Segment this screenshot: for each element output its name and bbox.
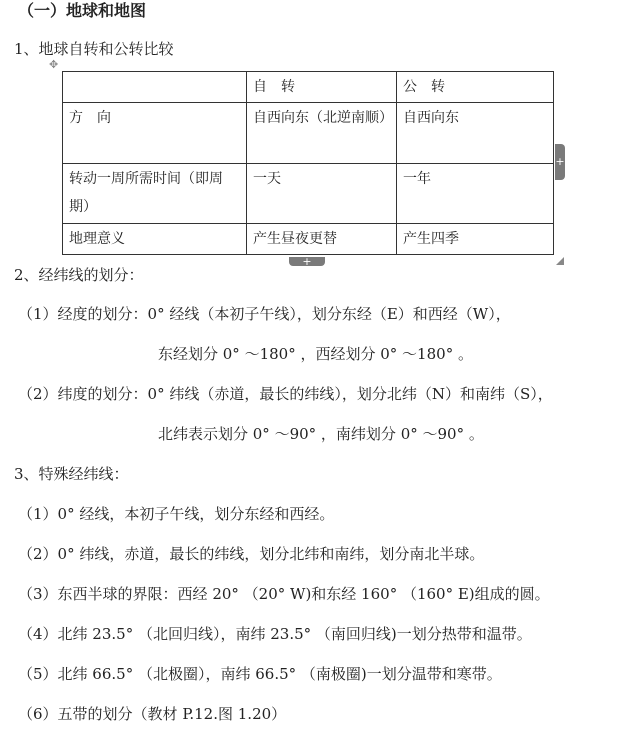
- table-cell[interactable]: 产生昼夜更替: [247, 224, 397, 255]
- rotation-comparison-table[interactable]: [62, 71, 554, 255]
- table-cell[interactable]: 产生四季: [397, 224, 554, 255]
- table-cell[interactable]: 自 转: [247, 72, 397, 103]
- text-line: （1）经度的划分：0° 经线（本初子午线），划分东经（E）和西经（W），: [18, 305, 511, 323]
- table-row: [63, 164, 554, 224]
- table-cell[interactable]: 地理意义: [63, 224, 247, 255]
- add-column-button[interactable]: +: [555, 144, 565, 180]
- subsection-title: 1、地球自转和公转比较: [14, 40, 174, 58]
- add-row-button[interactable]: +: [289, 257, 325, 266]
- section-heading: （一）地球和地图: [18, 1, 147, 20]
- table-row: [63, 224, 554, 255]
- table-cell[interactable]: 转动一周所需时间（即周期）: [63, 164, 247, 224]
- text-line: 北纬表示划分 0° ～90° ，南纬划分 0° ～90° 。: [158, 425, 484, 443]
- text-line: （2）纬度的划分：0° 纬线（赤道，最长的纬线），划分北纬（N）和南纬（S），: [18, 385, 553, 403]
- table-row: [63, 72, 554, 103]
- text-line: （4）北纬 23.5° （北回归线），南纬 23.5° （南回归线)一划分热带和温带。: [18, 625, 532, 643]
- text-line: （2）0° 纬线，赤道，最长的纬线，划分北纬和南纬，划分南北半球。: [18, 545, 485, 563]
- table-cell[interactable]: 公 转: [397, 72, 554, 103]
- text-line: （6）五带的划分（教材 P.12.图 1.20）: [18, 705, 287, 723]
- table-row: [63, 103, 554, 164]
- table-resize-handle[interactable]: [556, 257, 564, 265]
- text-line: 3、特殊经纬线：: [14, 465, 129, 483]
- table-cell[interactable]: 一年: [397, 164, 554, 224]
- table-cell[interactable]: 一天: [247, 164, 397, 224]
- text-line: （1）0° 经线，本初子午线，划分东经和西经。: [18, 505, 335, 523]
- table-cell[interactable]: 自西向东（北逆南顺）: [247, 103, 397, 164]
- table-cell[interactable]: [63, 72, 247, 103]
- text-line: （3）东西半球的界限：西经 20° （20° W)和东经 160° （160° E)组成的圆。: [18, 585, 550, 603]
- text-line: 东经划分 0° ～180° ，西经划分 0° ～180° 。: [158, 345, 473, 363]
- table-cell[interactable]: 方 向: [63, 103, 247, 164]
- table-cell[interactable]: 自西向东: [397, 103, 554, 164]
- text-line: （5）北纬 66.5° （北极圈），南纬 66.5° （南极圈)一划分温带和寒带。: [18, 665, 502, 683]
- text-line: 2、经纬线的划分：: [14, 266, 144, 284]
- table-move-handle[interactable]: ✥: [49, 58, 59, 71]
